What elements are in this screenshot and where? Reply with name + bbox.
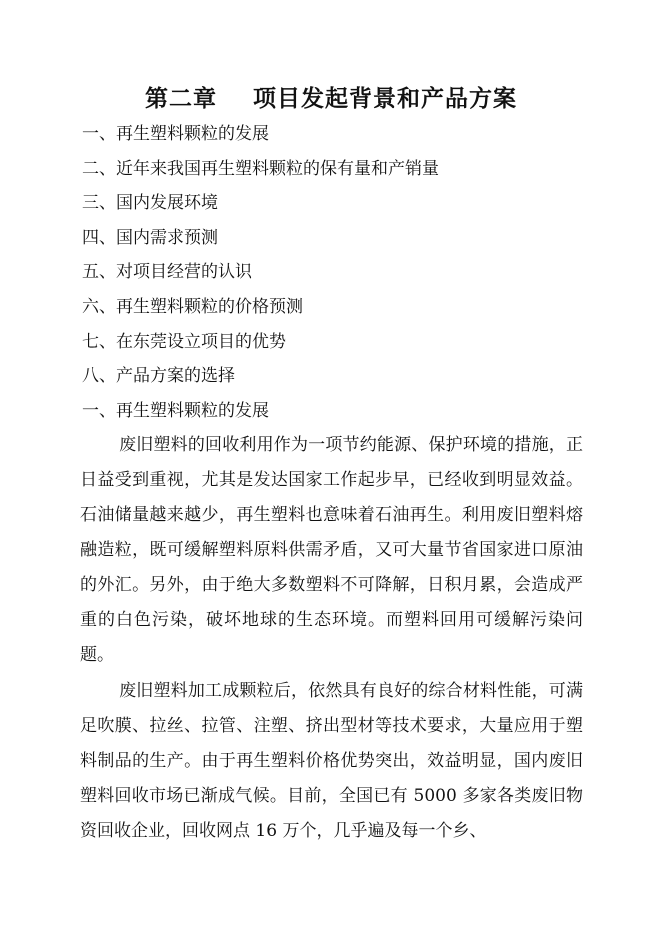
outline-item: 七、在东莞设立项目的优势 (82, 331, 286, 352)
chapter-title: 第二章 项目发起背景和产品方案 (144, 85, 518, 112)
section-heading: 一、再生塑料颗粒的发展 (82, 401, 269, 421)
body-paragraph: 废旧塑料加工成颗粒后，依然具有良好的综合材料性能，可满足吹膜、拉丝、拉管、注塑、挤出型材等技术要求，大量应用于塑料制品的生产。由于再生塑料价格优势突出，效益明显，国内废旧塑料回收市场已渐成气候。目前，全国已有 5000 多家各类废旧物资回收企业，回收网点 16 万个，几乎遍及每一个乡、 (80, 681, 583, 841)
chapter-outline (82, 120, 439, 397)
outline-item: 八、产品方案的选择 (82, 366, 235, 387)
outline-item: 一、再生塑料颗粒的发展 (82, 124, 269, 144)
outline-item: 六、再生塑料颗粒的价格预测 (82, 296, 303, 317)
body-paragraph: 废旧塑料的回收利用作为一项节约能源、保护环境的措施，正日益受到重视，尤其是发达国家工作起步早，已经收到明显效益。石油储量越来越少，再生塑料也意味着石油再生。利用废旧塑料熔融造粒，既可缓解塑料原料供需矛盾，又可大量节省国家进口原油的外汇。另外，由于绝大多数塑料不可降解，日积月累，会造成严重的白色污染，破坏地球的生态环境。而塑料回用可缓解污染问题。 (80, 435, 583, 665)
outline-item: 五、对项目经营的认识 (82, 262, 252, 283)
outline-item: 二、近年来我国再生塑料颗粒的保有量和产销量 (82, 158, 439, 179)
outline-item: 三、国内发展环境 (82, 193, 218, 214)
outline-item: 四、国内需求预测 (82, 227, 218, 248)
